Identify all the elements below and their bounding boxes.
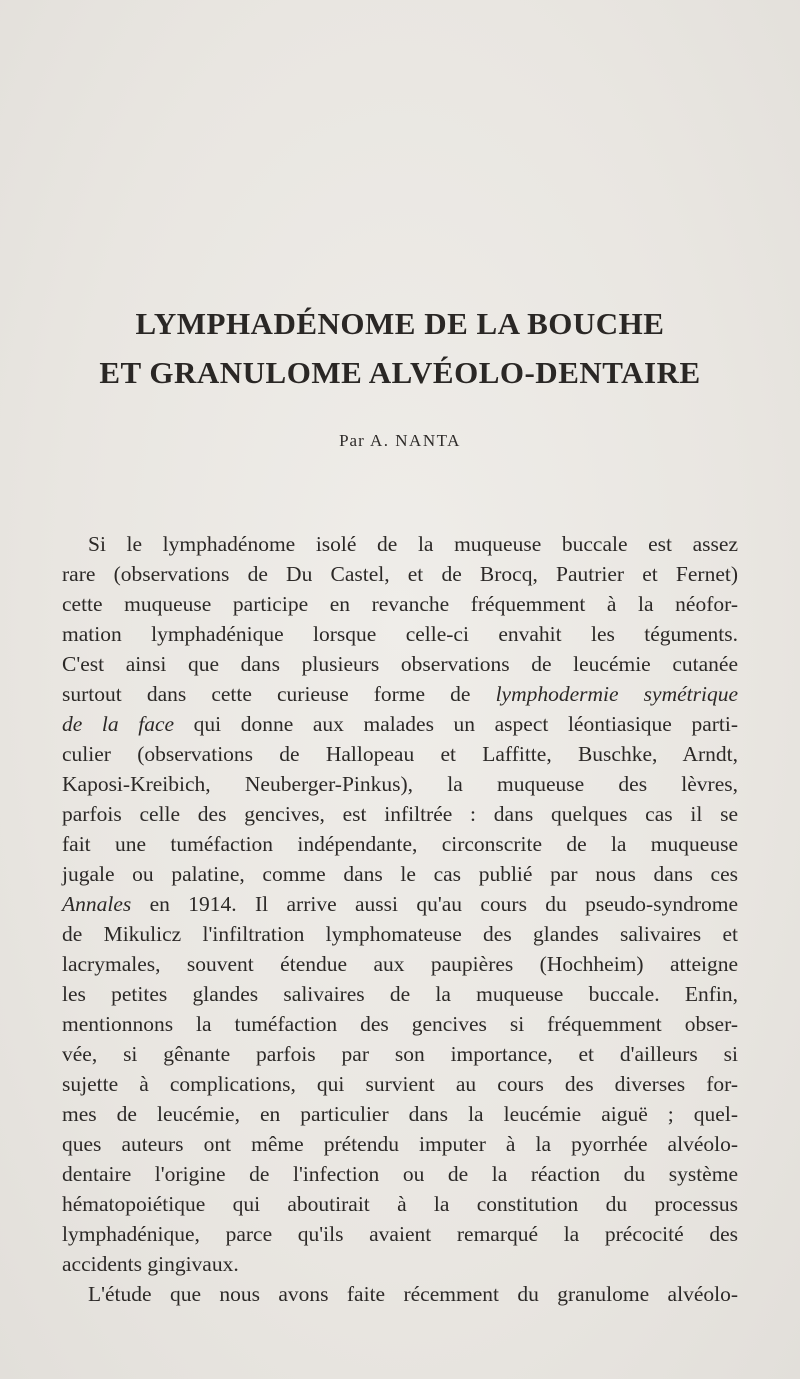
- body-line-15: lacrymales, souvent étendue aux paupières (Hochheim) atteigne: [62, 952, 738, 976]
- body-line-17: mentionnons la tuméfaction des gencives si fréquemment obser-: [62, 1012, 738, 1036]
- body-line-7-text: qui donne aux malades un aspect léontiasique parti-: [193, 712, 739, 736]
- body-line-2: rare (observations de Du Castel, et de Brocq, Pautrier et Fernet): [62, 562, 738, 586]
- article-title-line-1: LYMPHADÉNOME DE LA BOUCHE: [135, 306, 665, 341]
- body-line-8: culier (observations de Hallopeau et Laffitte, Buschke, Arndt,: [62, 742, 738, 766]
- body-line-21: ques auteurs ont même prétendu imputer à la pyorrhée alvéolo-: [62, 1132, 738, 1156]
- body-line-22: dentaire l'origine de l'infection ou de la réaction du système: [62, 1162, 738, 1186]
- body-line-1: Si le lymphadénome isolé de la muqueuse buccale est assez: [88, 532, 738, 556]
- body-line-12: jugale ou palatine, comme dans le cas publié par nous dans ces: [62, 862, 738, 886]
- italic-word-annales: Annales: [62, 892, 132, 916]
- body-line-20: mes de leucémie, en particulier dans la leucémie aiguë ; quel-: [62, 1102, 738, 1126]
- byline-prefix: Par: [339, 431, 365, 450]
- author-byline: [0, 431, 800, 451]
- body-line-13: [62, 890, 738, 918]
- body-line-9: Kaposi-Kreibich, Neuberger-Pinkus), la muqueuse des lèvres,: [62, 772, 738, 796]
- body-line-25: accidents gingivaux.: [62, 1252, 239, 1276]
- body-line-14: de Mikulicz l'infiltration lymphomateuse des glandes salivaires et: [62, 922, 738, 946]
- body-line-6-text: surtout dans cette curieuse forme de: [62, 682, 471, 706]
- body-line-3: cette muqueuse participe en revanche fréquemment à la néofor-: [62, 592, 738, 616]
- author-name: A. NANTA: [370, 431, 461, 450]
- body-line-6: [62, 680, 738, 708]
- article-title-line-2: ET GRANULOME ALVÉOLO-DENTAIRE: [99, 355, 701, 390]
- italic-phrase-lymphodermie: lymphodermie symétrique: [495, 682, 739, 706]
- body-line-23: hématopoiétique qui aboutirait à la constitution du processus: [62, 1192, 738, 1216]
- body-line-4: mation lymphadénique lorsque celle-ci envahit les téguments.: [62, 622, 738, 646]
- body-line-13-text: en 1914. Il arrive aussi qu'au cours du pseudo-syndrome: [149, 892, 739, 916]
- body-line-26: L'étude que nous avons faite récemment du granulome alvéolo-: [88, 1282, 738, 1306]
- body-line-16: les petites glandes salivaires de la muqueuse buccale. Enfin,: [62, 982, 738, 1006]
- body-line-7: [62, 710, 738, 738]
- body-line-18: vée, si gênante parfois par son importance, et d'ailleurs si: [62, 1042, 738, 1066]
- body-line-5: C'est ainsi que dans plusieurs observations de leucémie cutanée: [62, 652, 738, 676]
- body-line-11: fait une tuméfaction indépendante, circonscrite de la muqueuse: [62, 832, 738, 856]
- body-line-19: sujette à complications, qui survient au cours des diverses for-: [62, 1072, 738, 1096]
- body-line-10: parfois celle des gencives, est infiltrée : dans quelques cas il se: [62, 802, 738, 826]
- italic-phrase-de-la-face: de la face: [62, 712, 175, 736]
- body-line-24: lymphadénique, parce qu'ils avaient remarqué la précocité des: [62, 1222, 738, 1246]
